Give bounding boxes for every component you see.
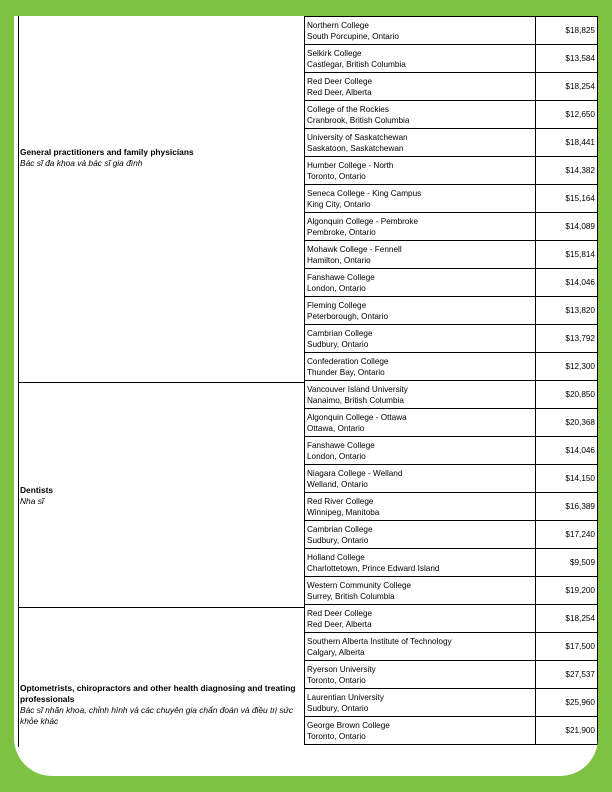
school-location: London, Ontario [307, 451, 366, 461]
table-row [305, 381, 598, 409]
school-cell [305, 101, 536, 129]
tuition-cost: $18,441 [536, 129, 598, 157]
school-location: Red Deer, Alberta [307, 619, 372, 629]
table-row [305, 45, 598, 73]
school-cell [305, 605, 536, 633]
school-name: Western Community College [307, 580, 412, 590]
tuition-cost: $12,300 [536, 353, 598, 381]
school-cell [305, 45, 536, 73]
school-name: Niagara College - Welland [307, 468, 403, 478]
tuition-cost: $20,850 [536, 381, 598, 409]
school-cell [305, 129, 536, 157]
table-row [305, 157, 598, 185]
table-row [305, 661, 598, 689]
school-cell [305, 661, 536, 689]
school-name: Seneca College - King Campus [307, 188, 422, 198]
school-location: Ottawa, Ontario [307, 423, 365, 433]
school-location: Toronto, Ontario [307, 171, 366, 181]
school-cell [305, 157, 536, 185]
school-name: Mohawk College - Fennell [307, 244, 402, 254]
occupation-title-vi: Bác sĩ đa khoa và bác sĩ gia đình [20, 158, 143, 168]
tuition-cost: $16,389 [536, 493, 598, 521]
tuition-table [304, 16, 598, 745]
school-cell [305, 213, 536, 241]
school-name: Red River College [307, 496, 374, 506]
tuition-cost: $19,200 [536, 577, 598, 605]
table-row [305, 577, 598, 605]
school-location: Saskatoon, Saskatchewan [307, 143, 404, 153]
school-location: Toronto, Ontario [307, 675, 366, 685]
school-cell [305, 409, 536, 437]
school-name: Red Deer College [307, 76, 373, 86]
school-location: Charlottetown, Prince Edward Island [307, 563, 440, 573]
school-name: George Brown College [307, 720, 390, 730]
school-name: College of the Rockies [307, 104, 389, 114]
school-location: Cranbrook, British Columbia [307, 115, 410, 125]
group-divider [18, 382, 305, 383]
school-location: Hamilton, Ontario [307, 255, 371, 265]
occupation-label [20, 147, 304, 169]
school-location: London, Ontario [307, 283, 366, 293]
table-row [305, 101, 598, 129]
school-cell [305, 73, 536, 101]
school-location: South Porcupine, Ontario [307, 31, 399, 41]
school-name: Red Deer College [307, 608, 373, 618]
table-row [305, 717, 598, 745]
occupation-title-vi: Bác sĩ nhãn khoa, chỉnh hình và các chuyên gia chẩn đoán và điều trị sức khỏe khác [20, 705, 294, 726]
table-row [305, 409, 598, 437]
tuition-cost: $14,089 [536, 213, 598, 241]
school-cell [305, 717, 536, 745]
table-row [305, 689, 598, 717]
school-location: Peterborough, Ontario [307, 311, 389, 321]
tuition-cost: $18,825 [536, 17, 598, 45]
school-name: Holland College [307, 552, 365, 562]
school-location: Calgary, Alberta [307, 647, 365, 657]
school-location: Toronto, Ontario [307, 731, 366, 741]
school-location: Winnipeg, Manitoba [307, 507, 380, 517]
tuition-cost: $13,820 [536, 297, 598, 325]
occupation-title-en: Optometrists, chiropractors and other health diagnosing and treating professionals [20, 683, 296, 704]
tuition-cost: $25,960 [536, 689, 598, 717]
tuition-cost: $14,382 [536, 157, 598, 185]
school-cell [305, 241, 536, 269]
school-location: Castlegar, British Columbia [307, 59, 406, 69]
school-location: Red Deer, Alberta [307, 87, 372, 97]
tuition-cost: $9,509 [536, 549, 598, 577]
school-cell [305, 297, 536, 325]
occupation-label [20, 485, 304, 507]
school-location: Surrey, British Columbia [307, 591, 395, 601]
tuition-cost: $13,792 [536, 325, 598, 353]
school-name: Laurentian University [307, 692, 384, 702]
school-name: Cambrian College [307, 524, 373, 534]
table-row [305, 465, 598, 493]
occupation-title-vi: Nha sĩ [20, 496, 44, 506]
school-cell [305, 381, 536, 409]
school-name: Confederation College [307, 356, 389, 366]
school-location: King City, Ontario [307, 199, 371, 209]
school-cell [305, 325, 536, 353]
school-cell [305, 465, 536, 493]
school-location: Thunder Bay, Ontario [307, 367, 385, 377]
school-name: Northern College [307, 20, 369, 30]
school-name: Southern Alberta Institute of Technology [307, 636, 452, 646]
school-cell [305, 689, 536, 717]
school-cell [305, 269, 536, 297]
tuition-cost: $15,814 [536, 241, 598, 269]
table-row [305, 185, 598, 213]
school-cell [305, 577, 536, 605]
school-cell [305, 17, 536, 45]
school-name: Fleming College [307, 300, 367, 310]
tuition-cost: $18,254 [536, 73, 598, 101]
school-name: Ryerson University [307, 664, 376, 674]
tuition-cost: $18,254 [536, 605, 598, 633]
tuition-cost: $17,240 [536, 521, 598, 549]
occupation-title-en: Dentists [20, 485, 54, 495]
tuition-cost: $21,900 [536, 717, 598, 745]
tuition-cost: $14,046 [536, 269, 598, 297]
school-name: Algonquin College - Pembroke [307, 216, 419, 226]
table-row [305, 325, 598, 353]
school-location: Pembroke, Ontario [307, 227, 376, 237]
table-row [305, 437, 598, 465]
table-row [305, 297, 598, 325]
tuition-cost: $14,046 [536, 437, 598, 465]
tuition-cost: $14,150 [536, 465, 598, 493]
school-name: University of Saskatchewan [307, 132, 408, 142]
school-location: Welland, Ontario [307, 479, 368, 489]
table-row [305, 353, 598, 381]
tuition-cost: $20,368 [536, 409, 598, 437]
school-name: Fanshawe College [307, 440, 375, 450]
table-row [305, 605, 598, 633]
tuition-cost: $13,584 [536, 45, 598, 73]
tuition-cost: $12,650 [536, 101, 598, 129]
school-cell [305, 633, 536, 661]
table-row [305, 73, 598, 101]
school-cell [305, 549, 536, 577]
table-row [305, 129, 598, 157]
tuition-cost: $15,164 [536, 185, 598, 213]
school-name: Algonquin College - Ottawa [307, 412, 407, 422]
table-row [305, 521, 598, 549]
tuition-cost: $17,500 [536, 633, 598, 661]
table-row [305, 633, 598, 661]
school-cell [305, 353, 536, 381]
tuition-cost: $27,537 [536, 661, 598, 689]
table-row [305, 241, 598, 269]
table-row [305, 493, 598, 521]
school-location: Sudbury, Ontario [307, 703, 369, 713]
occupation-title-en: General practitioners and family physicians [20, 147, 194, 157]
school-name: Fanshawe College [307, 272, 375, 282]
school-location: Sudbury, Ontario [307, 339, 369, 349]
table-row [305, 17, 598, 45]
school-name: Humber College - North [307, 160, 394, 170]
school-name: Selkirk College [307, 48, 362, 58]
table-row [305, 269, 598, 297]
school-location: Nanaimo, British Columbia [307, 395, 404, 405]
school-cell [305, 521, 536, 549]
school-location: Sudbury, Ontario [307, 535, 369, 545]
school-name: Cambrian College [307, 328, 373, 338]
school-cell [305, 437, 536, 465]
school-cell [305, 493, 536, 521]
school-name: Vancouver Island University [307, 384, 408, 394]
occupation-label [20, 683, 304, 727]
table-row [305, 549, 598, 577]
table-row [305, 213, 598, 241]
group-divider [18, 607, 305, 608]
document-page [14, 16, 598, 776]
school-cell [305, 185, 536, 213]
